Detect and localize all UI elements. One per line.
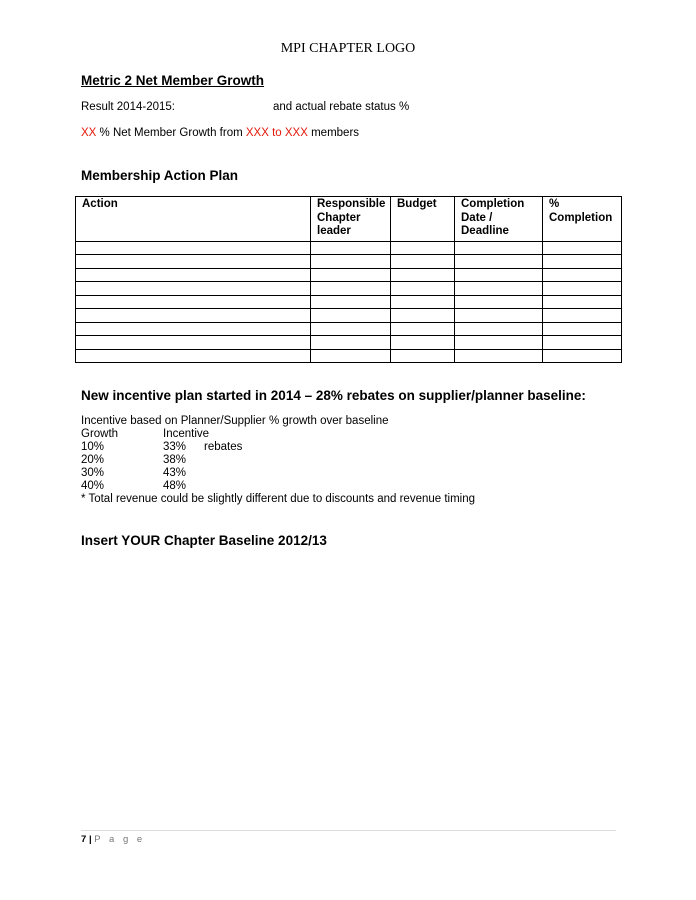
table-header-row	[76, 197, 622, 242]
incentive-col-incentive: Incentive	[163, 428, 210, 440]
incentive-heading: New incentive plan started in 2014 – 28% rebates on supplier/planner baseline:	[81, 388, 586, 403]
table-cell[interactable]	[311, 255, 391, 269]
incentive-intro: Incentive based on Planner/Supplier % growth over baseline	[81, 415, 389, 427]
growth-xx: XX	[81, 127, 97, 139]
table-cell[interactable]	[543, 295, 622, 309]
membership-action-plan-table	[75, 196, 622, 363]
table-cell[interactable]	[311, 241, 391, 255]
incentive-value: 48%	[163, 480, 187, 492]
incentive-row	[81, 480, 475, 493]
incentive-note: rebates	[204, 441, 243, 453]
table-cell[interactable]	[311, 282, 391, 296]
table-cell[interactable]	[311, 349, 391, 363]
table-row	[76, 241, 622, 255]
table-cell[interactable]	[543, 282, 622, 296]
footer-divider	[81, 830, 616, 831]
incentive-growth: 20%	[81, 454, 105, 466]
table-cell[interactable]	[311, 336, 391, 350]
table-cell[interactable]	[391, 295, 455, 309]
table-row	[76, 309, 622, 323]
incentive-col-growth: Growth	[81, 428, 119, 440]
growth-mid: % Net Member Growth from	[96, 127, 246, 139]
col-action: Action	[76, 197, 311, 242]
table-cell[interactable]	[543, 241, 622, 255]
incentive-header-row	[81, 428, 475, 441]
incentive-footnote: * Total revenue could be slightly different due to discounts and revenue timing	[81, 493, 476, 505]
growth-tail: members	[307, 127, 360, 139]
result-value: and actual rebate status %	[273, 101, 410, 113]
table-cell[interactable]	[543, 322, 622, 336]
incentive-value: 33%	[163, 441, 187, 453]
page-separator: |	[88, 834, 92, 845]
table-cell[interactable]	[311, 295, 391, 309]
table-cell[interactable]	[76, 268, 311, 282]
incentive-growth: 40%	[81, 480, 105, 492]
chapter-logo-text: MPI CHAPTER LOGO	[280, 41, 416, 56]
table-row	[76, 336, 622, 350]
col-budget: Budget	[391, 197, 455, 242]
table-cell[interactable]	[543, 349, 622, 363]
table-cell[interactable]	[76, 336, 311, 350]
page-footer	[81, 834, 145, 845]
incentive-row	[81, 454, 475, 467]
incentive-value: 43%	[163, 467, 187, 479]
incentive-value: 38%	[163, 454, 187, 466]
table-cell[interactable]	[391, 268, 455, 282]
table-cell[interactable]	[391, 336, 455, 350]
table-row	[76, 322, 622, 336]
table-cell[interactable]	[455, 309, 543, 323]
result-label: Result 2014-2015:	[81, 101, 175, 113]
metric-heading: Metric 2 Net Member Growth	[81, 73, 265, 88]
table-row	[76, 268, 622, 282]
table-cell[interactable]	[543, 309, 622, 323]
col-responsible: Responsible Chapter leader	[311, 197, 391, 242]
table-row	[76, 349, 622, 363]
page-word: P a g e	[94, 834, 146, 845]
table-cell[interactable]	[391, 322, 455, 336]
table-row	[76, 255, 622, 269]
table-cell[interactable]	[455, 241, 543, 255]
table-cell[interactable]	[311, 268, 391, 282]
table-cell[interactable]	[311, 309, 391, 323]
plan-heading: Membership Action Plan	[81, 168, 239, 183]
table-cell[interactable]	[76, 349, 311, 363]
table-cell[interactable]	[543, 336, 622, 350]
col-percent-completion: % Completion	[543, 197, 622, 242]
table-cell[interactable]	[391, 255, 455, 269]
incentive-block	[81, 415, 475, 506]
incentive-growth: 30%	[81, 467, 105, 479]
table-cell[interactable]	[455, 349, 543, 363]
table-cell[interactable]	[391, 282, 455, 296]
table-cell[interactable]	[543, 255, 622, 269]
table-cell[interactable]	[455, 322, 543, 336]
table-cell[interactable]	[455, 336, 543, 350]
table-cell[interactable]	[455, 268, 543, 282]
incentive-row	[81, 441, 475, 454]
table-cell[interactable]	[455, 282, 543, 296]
table-cell[interactable]	[76, 241, 311, 255]
baseline-heading: Insert YOUR Chapter Baseline 2012/13	[81, 533, 327, 548]
table-cell[interactable]	[311, 322, 391, 336]
table-cell[interactable]	[455, 255, 543, 269]
table-cell[interactable]	[391, 241, 455, 255]
col-completion-date: Completion Date / Deadline	[455, 197, 543, 242]
table-cell[interactable]	[76, 309, 311, 323]
table-cell[interactable]	[391, 309, 455, 323]
growth-line	[81, 127, 359, 139]
table-row	[76, 282, 622, 296]
table-cell[interactable]	[76, 295, 311, 309]
table-cell[interactable]	[76, 255, 311, 269]
table-cell[interactable]	[391, 349, 455, 363]
incentive-growth: 10%	[81, 441, 105, 453]
table-cell[interactable]	[76, 322, 311, 336]
table-cell[interactable]	[543, 268, 622, 282]
table-cell[interactable]	[455, 295, 543, 309]
table-row	[76, 295, 622, 309]
table-cell[interactable]	[76, 282, 311, 296]
page-number: 7	[81, 834, 87, 845]
growth-range: XXX to XXX	[245, 127, 308, 139]
incentive-row	[81, 467, 475, 480]
